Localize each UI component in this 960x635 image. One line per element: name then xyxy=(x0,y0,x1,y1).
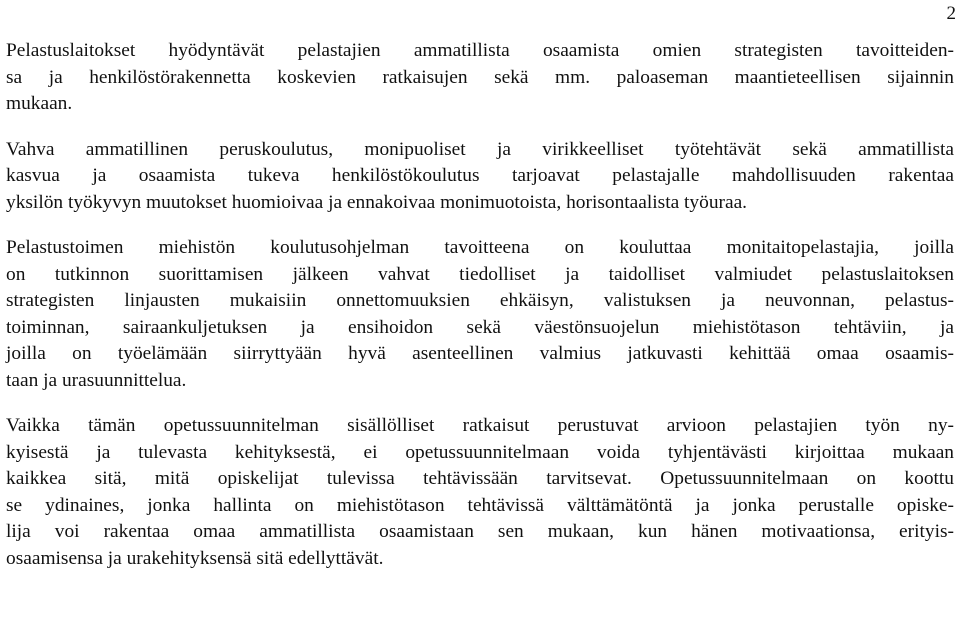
text-line: joilla on työelämään siirryttyään hyvä asenteellinen valmius jatkuvasti kehittää omaa osaamis- xyxy=(6,343,954,364)
text-line: yksilön työkyvyn muutokset huomioivaa ja ennakoivaa monimuotoista, horisontaalista työuraa. xyxy=(6,191,748,213)
text-line: kyisestä ja tulevasta kehityksestä, ei opetussuunnitelmaan voida tyhjentävästi kirjoittaa mukaan xyxy=(6,441,954,463)
text-line: Pelastustoimen miehistön koulutusohjelman tavoitteena on kouluttaa monitaitopelastajia, joilla xyxy=(6,237,954,258)
text-line: mukaan. xyxy=(6,93,73,114)
text-line: kasvua ja osaamista tukeva henkilöstökoulutus tarjoavat pelastajalle mahdollisuuden rakentaa xyxy=(6,165,954,186)
text-line: toiminnan, sairaankuljetuksen ja ensihoidon sekä väestönsuojelun miehistötason tehtäviin, ja xyxy=(6,316,954,338)
document-body xyxy=(6,38,954,572)
text-line: osaamisensa ja urakehityksensä sitä edellyttävät. xyxy=(6,547,384,569)
text-line: strategisten linjausten mukaisiin onnettomuuksien ehkäisyn, valistuksen ja neuvonnan, pelastus- xyxy=(6,290,954,311)
text-line: lija voi rakentaa omaa ammatillista osaamistaan sen mukaan, kun hänen motivaationsa, erityis- xyxy=(6,521,954,542)
text-line: se ydinaines, jonka hallinta on miehistötason tehtävissä välttämätöntä ja jonka perustalle opiske- xyxy=(6,494,954,516)
text-line: Pelastuslaitokset hyödyntävät pelastajien ammatillista osaamista omien strategisten tavoitteiden- xyxy=(6,40,954,61)
text-line: Vaikka tämän opetussuunnitelman sisällölliset ratkaisut perustuvat arvioon pelastajien työn ny- xyxy=(6,415,954,436)
text-line: on tutkinnon suorittamisen jälkeen vahvat tiedolliset ja taidolliset valmiudet pelastuslaitoksen xyxy=(6,263,954,285)
page-number: 2 xyxy=(946,3,956,24)
text-line: Vahva ammatillinen peruskoulutus, monipuoliset ja virikkeelliset työtehtävät sekä ammatillista xyxy=(6,138,954,160)
paragraph-2 xyxy=(6,137,954,217)
paragraph-1 xyxy=(6,38,954,118)
text-line: sa ja henkilöstörakennetta koskevien ratkaisujen sekä mm. paloaseman maantieteellisen sijainnin xyxy=(6,66,954,88)
text-line: kaikkea sitä, mitä opiskelijat tulevissa tehtävissään tarvitsevat. Opetussuunnitelmaan on koottu xyxy=(6,468,954,489)
text-line: taan ja urasuunnittelua. xyxy=(6,369,187,391)
paragraph-3 xyxy=(6,235,954,394)
paragraph-4 xyxy=(6,413,954,572)
